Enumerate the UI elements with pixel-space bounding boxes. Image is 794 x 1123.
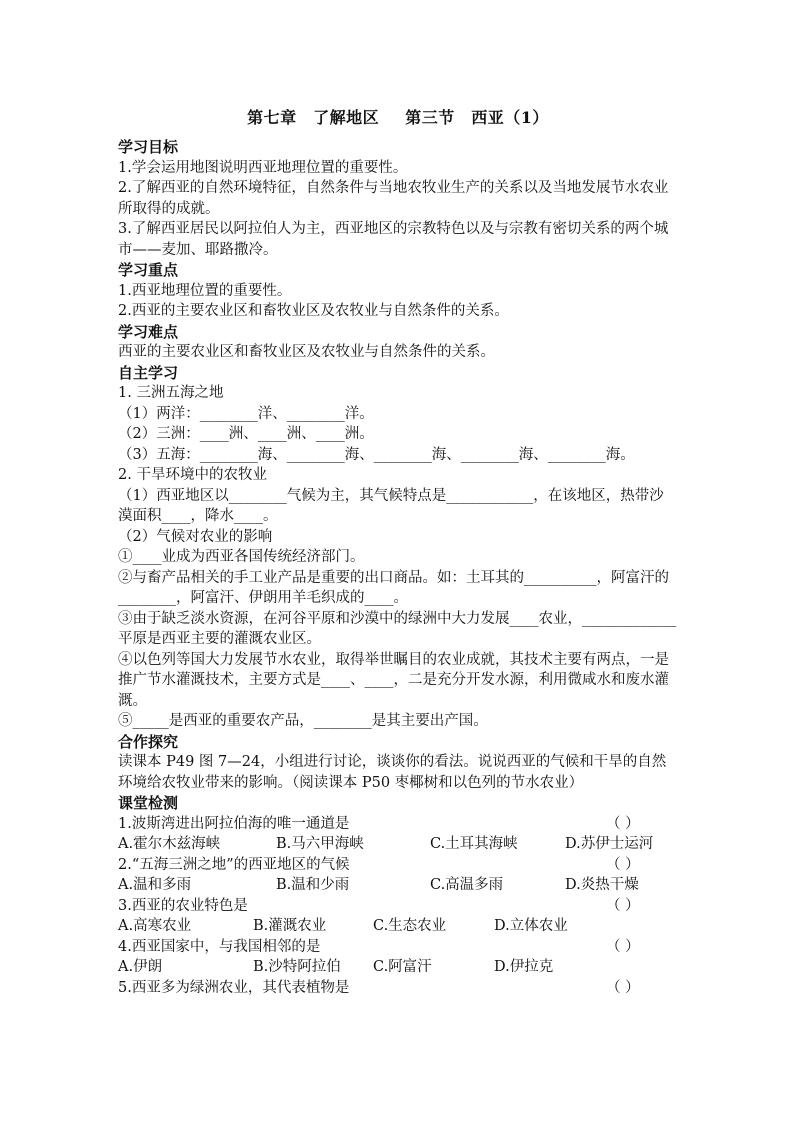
question-stem: 4.西亚国家中，与我国相邻的是 (118, 938, 321, 955)
self-study-line: ④以色列等国大力发展节水农业，取得举世瞩目的农业成就，其技术主要有两点，一是推广节水灌溉技术，主要方式是____、____，二是充分开发水源，利用微咸水和废水灌溉。 (118, 651, 669, 709)
option: C.阿富汗 (373, 959, 432, 975)
options-row (118, 957, 678, 978)
question-row (118, 978, 678, 999)
option: C.高温多雨 (430, 877, 504, 893)
goal-item: 1.学会运用地图说明西亚地理位置的重要性。 (118, 159, 408, 176)
self-study-line: 1. 三洲五海之地 (118, 385, 224, 401)
option: D.伊拉克 (494, 959, 554, 975)
question-stem: 2.“五海三洲之地”的西亚地区的气候 (118, 856, 350, 873)
self-study-line: （1）西亚地区以________气候为主，其气候特点是____________，在该地区，热带沙漠面积____，降水____。 (118, 487, 664, 524)
answer-paren: （ ） (606, 815, 640, 832)
option: C.土耳其海峡 (430, 836, 518, 852)
goals-heading: 学习目标 (118, 138, 179, 156)
key-item: 2.西亚的主要农业区和畜牧业区及农牧业与自然条件的关系。 (118, 303, 509, 319)
goal-item: 3.了解西亚居民以阿拉伯人为主，西亚地区的宗教特色以及与宗教有密切关系的两个城市——麦加、耶路撒冷。 (118, 221, 669, 258)
key-heading: 学习重点 (118, 261, 179, 279)
coop-heading: 合作探究 (118, 732, 179, 751)
answer-paren: （ ） (606, 856, 640, 873)
option: B.沙特阿拉伯 (253, 959, 341, 975)
coop-text: 读课本 P49 图 7—24，小组进行讨论，谈谈你的看法。说说西亚的气候和干旱的自然环境给农牧业带来的影响。（阅读课本 P50 枣椰树和以色列的节水农业） (118, 754, 667, 791)
question-row (118, 855, 678, 876)
chapter-title: 第七章 了解地区 (247, 108, 380, 127)
option: B.马六甲海峡 (276, 836, 364, 852)
difficulty-heading: 学习难点 (118, 322, 179, 341)
self-study-line: （2）三洲：____洲、____洲、____洲。 (118, 426, 374, 442)
option: C.生态农业 (373, 918, 447, 934)
question-stem: 5.西亚多为绿洲农业，其代表植物是 (118, 979, 350, 996)
option: D.立体农业 (494, 918, 568, 934)
self-study-line: （1）两洋：________洋、________洋。 (118, 405, 374, 422)
option: B.温和少雨 (276, 877, 350, 893)
option: D.苏伊士运河 (565, 836, 654, 852)
section-title: 第三节 西亚（1） (405, 108, 549, 127)
answer-paren: （ ） (606, 938, 640, 955)
difficulty-text: 西亚的主要农业区和畜牧业区及农牧业与自然条件的关系。 (118, 344, 495, 360)
options-row (118, 834, 678, 855)
option: A.高寒农业 (118, 918, 192, 934)
question-row (118, 937, 678, 958)
option: A.伊朗 (118, 959, 163, 975)
option: B.灌溉农业 (253, 918, 327, 934)
self-study-line: ①____业成为西亚各国传统经济部门。 (118, 549, 365, 565)
question-stem: 3.西亚的农业特色是 (118, 897, 248, 914)
worksheet-page (118, 103, 678, 998)
key-item: 1.西亚地理位置的重要性。 (118, 282, 292, 299)
answer-paren: （ ） (606, 897, 640, 914)
self-study-line: （3）五海：________海、________海、________海、________海、________海。 (118, 446, 635, 463)
self-study-heading: 自主学习 (118, 363, 179, 382)
self-study-line: 2. 干旱环境中的农牧业 (118, 467, 267, 483)
page-title (118, 103, 678, 137)
goal-item: 2.了解西亚的自然环境特征，自然条件与当地农牧业生产的关系以及当地发展节水农业所取得的成就。 (118, 180, 669, 217)
options-row (118, 875, 678, 896)
answer-paren: （ ） (606, 979, 640, 996)
option: D.炎热干燥 (565, 877, 639, 893)
option: A.温和多雨 (118, 877, 192, 893)
option: A.霍尔木兹海峡 (118, 836, 221, 852)
question-row (118, 896, 678, 917)
self-study-line: ②与畜产品相关的手工业产品是重要的出口商品。如：土耳其的__________，阿富汗的________，阿富汗、伊朗用羊毛织成的____。 (118, 569, 669, 606)
self-study-line: ③由于缺乏淡水资源，在河谷平原和沙漠中的绿洲中大力发展____农业，_____________平原是西亚主要的灌溉农业区。 (118, 610, 677, 647)
options-row (118, 916, 678, 937)
self-study-line: ⑤_____是西亚的重要农产品，________是其主要出产国。 (118, 713, 488, 729)
test-heading: 课堂检测 (118, 794, 179, 812)
self-study-line: （2）气候对农业的影响 (118, 528, 273, 545)
question-stem: 1.波斯湾进出阿拉伯海的唯一通道是 (118, 815, 350, 832)
question-row (118, 814, 678, 835)
